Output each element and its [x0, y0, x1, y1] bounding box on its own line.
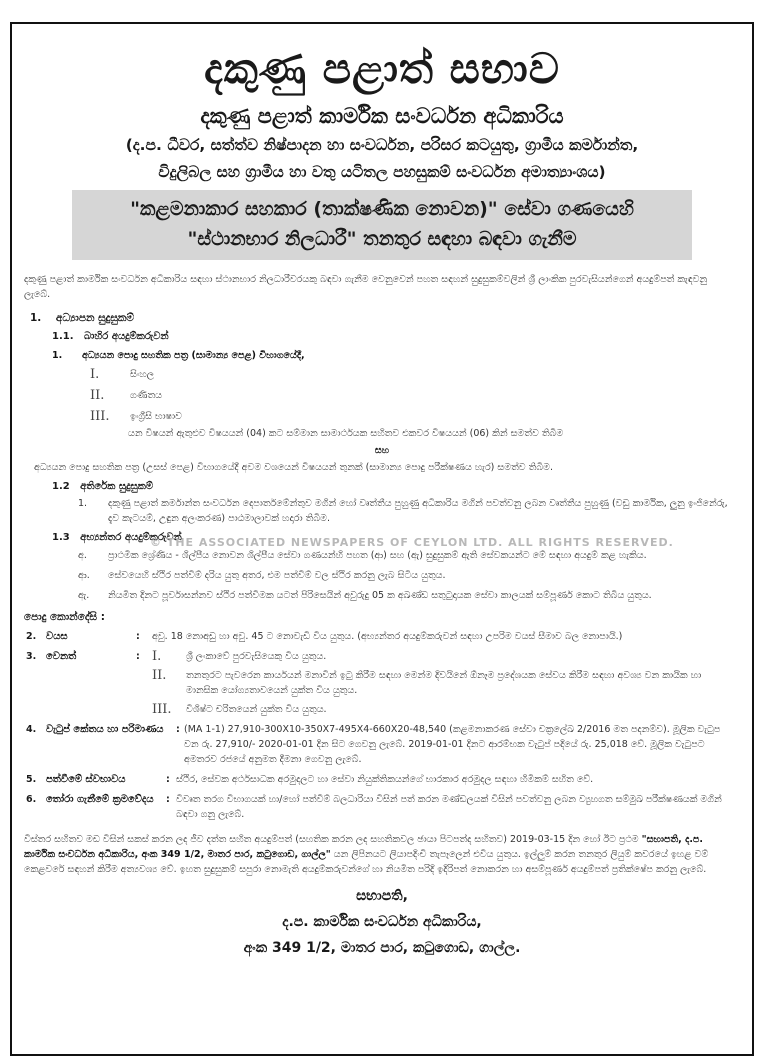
condition-key: වයස: [46, 631, 68, 642]
subject-numeral: II.: [90, 388, 105, 403]
subject-note: යන විෂයන් ඇතුළුව විෂයයන් (04) කට සම්මාන සාමාර්ථයක සහිතව එකවර විෂයයන් (06) කින් සමත්ව තිබීම: [128, 428, 564, 439]
ol-requirement-number: 1.: [52, 350, 63, 361]
ministry-line-1: (ද.ප. ධීවර, සත්ත්ව නිෂ්පාදන හා සංවර්ධන, පරිසර කටයුතු, ග්‍රාමීය කර්මාන්ත,: [125, 136, 639, 154]
signature-line-1: සභාපති,: [356, 888, 408, 904]
condition-value: විවෘත තරග විභාගයක් හා/හෝ පත්වීම් බලධාරියා විසින් පත් කරන මණ්ඩලයක් විසින් පවත්වනු ලබන ව්‍යුහගත සම්මුඛ පරීක්ෂණයක් මගින් බඳවා ගනු ලැබේ.: [176, 794, 722, 820]
condition-number: 5.: [26, 774, 37, 785]
subsection-1-1-number: 1.1.: [52, 331, 74, 342]
subject-list: [90, 367, 752, 424]
section-1-heading: [30, 312, 752, 325]
subsection-1-3-number: 1.3: [52, 532, 70, 543]
condition-salary: [26, 722, 752, 767]
item-mark: ඇ.: [78, 590, 90, 601]
condition-value: ස්ථිර, සේවක අර්ථසාධක අරමුදලට හා සේවා නියුක්තිකයන්ගේ භාරකාර අරමුදල සඳහා හිමිකම් සහිත වේ.: [176, 774, 594, 785]
condition-number: 2.: [26, 631, 37, 642]
list-item: [78, 568, 736, 583]
condition-value: අවු. 18 නොඅඩු හා අවු. 45 ට නොවැඩි විය යුතුය. (අභ්‍යන්තර අයදුම්කරුවන් සඳහා උපරිම වයස් සීමාව බල නොපායි.): [152, 631, 623, 642]
general-conditions-heading: පොදු කොන්දේසි :: [24, 611, 105, 623]
list-item: [78, 548, 736, 563]
subsection-1-3-title: අභ්‍යන්තර අයදුම්කරුවන්: [80, 532, 182, 543]
additional-qualification-text: දකුණු පළාත් කර්මාන්ත සංවර්ධන දෙපාර්තමේන්තුව මගින් හෝ වෘත්තීය පුහුණු අධිකාරිය මගින් පවත්වනු ලබන වෘත්තීය පුහුණු (වඩු කාර්මික, ලුනු ඉංජිනේරු, දැව කැටයම්, උඳුන අලංකරණ) පාඨමාලාවක් හදාරා තිබීම.: [108, 498, 728, 524]
list-item: [78, 588, 736, 603]
ministry-line-2: විදුලිබල සහ ග්‍රාමීය හා වතු යටිතල පහසුකම් සංවර්ධන අමාත්‍යාංශය): [158, 163, 606, 181]
condition-colon: :: [166, 794, 170, 805]
condition-other-list: [152, 649, 736, 717]
signature-block: [12, 883, 752, 961]
condition-selection: [26, 792, 752, 822]
list-item: [152, 668, 736, 698]
condition-colon: :: [136, 631, 140, 642]
internal-requirements: [78, 548, 736, 603]
condition-value: (MA 1-1) 27,910-300X10-350X7-495X4-660X20-48,540 (කළමනාකරණ සේවා චක්‍රලේඛ 2/2016 මත පදනම්ව). මූලික වැටුප වන රු. 27,910/- 2020-01-01 දින සිට ගෙවනු ලැබේ. 2019-01-01 දිනට ආරම්භක වැටුප් පදියේ රු. 25,018 වේ. මූලික වැටුපට අමතරව රජයේ අනුමත දීමනා ගෙවනු ලැබේ.: [184, 724, 721, 765]
and-label: සහ: [374, 445, 390, 456]
post-title-line-2: "ස්ථානභාර නිලධාරී" තනතුර සඳහා බඳවා ගැනීම: [187, 228, 577, 250]
subsection-1-2-title: අතිරේක සුදුසුකම්: [80, 481, 154, 492]
list-item: [90, 367, 752, 382]
condition-number: 3.: [26, 651, 37, 662]
other-numeral: III.: [152, 702, 172, 717]
subsection-1-2-number: 1.2: [52, 481, 70, 492]
section-1-number: 1.: [30, 312, 42, 324]
additional-qualification-number: 1.: [78, 498, 88, 509]
other-text: විශිෂ්ට චරිතයෙන් යුක්ත විය යුතුය.: [186, 704, 327, 715]
item-text: ප්‍රාථමික ශ්‍රේණිය - ශිල්පීය නොවන ශිල්පීය සේවා ගණයන්හි පහත (ආ) සහ (ඇ) සුදුසුකම් ඇති සේවකයන්ට මේ සඳහා අයදුම් කළ හැකිය.: [108, 550, 647, 561]
authority-title: දකුණු පළාත් කාර්මික සංවර්ධන අධිකාරිය: [200, 104, 564, 128]
condition-colon: :: [166, 774, 170, 785]
intro-paragraph: දකුණු පළාත් කාර්මික සංවර්ධන අධිකාරිය සඳහා ස්ථානභාර නිලධාරීවරයකු බඳවා ගැනීම වෙනුවෙන් පහත සඳහන් සුදුසුකම්වලින් ශ්‍රී ලාංකික පුරවැසියන්ගෙන් අයදුම්පත් කැඳවනු ලැබේ.: [24, 274, 708, 300]
subject-numeral: III.: [90, 409, 110, 424]
al-requirement: අධ්‍යයන පොදු සහතික පත්‍ර (උසස් පෙළ) විභාගයේදී අවම වශයෙන් විෂයයන් තුනක් (සාමාන්‍ය පොදු පරීක්ෂණය හැර) සමත්ව තිබීම.: [34, 462, 553, 473]
subject-label: සිංහල: [130, 369, 154, 380]
other-text: තනතුරට පැවරෙන කාර්යයන් මනාවින් ඉටු කිරීම සඳහා මෙන්ම දිවයිනේ ඕනෑම ප්‍රදේශයක සේවය කිරීම සඳහා අවශ්‍ය වන කායික හා මානසික යෝග්‍යතාවයෙන් යුක්ත විය යුතුය.: [186, 670, 702, 696]
copyright-watermark: © THE ASSOCIATED NEWSPAPERS OF CEYLON LTD. ALL RIGHTS RESERVED.: [150, 536, 674, 549]
notice-header: [12, 42, 752, 260]
condition-colon: :: [176, 724, 180, 735]
condition-key: වෙනත්: [46, 651, 77, 662]
ol-requirement: [52, 348, 752, 363]
other-text: ශ්‍රී ලංකාවේ පුරවැසියෙකු විය යුතුය.: [186, 651, 327, 662]
condition-appointment: [26, 772, 752, 787]
list-item: [152, 702, 736, 717]
item-mark: අ.: [78, 550, 87, 561]
condition-age: [26, 629, 752, 644]
other-numeral: I.: [152, 649, 162, 664]
condition-number: 6.: [26, 794, 37, 805]
item-mark: ආ.: [78, 570, 90, 581]
condition-key: වැටුප් කේතය හා පරිමාණය: [46, 724, 164, 735]
other-numeral: II.: [152, 668, 167, 683]
list-item: [90, 409, 752, 424]
application-instructions: [24, 832, 736, 877]
ol-requirement-text: අධ්‍යයන පොදු සහතික පත්‍ර (සාමාන්‍ය පෙළ) විභාගයේදී,: [82, 350, 305, 361]
post-title-line-1: "කළමනාකාර සහකාර (තාක්ෂණික නොවන)" සේවා ගණයෙහි: [130, 198, 634, 220]
item-text: නියමිත දිනට පූර්වාසන්නව ස්ථිර පත්වීමක යටත් පිරිසෙයින් අවුරුදු 05 ක අඛණ්ඩ සතුටුදායක සේවා කාලයක් සම්පූර්ණ කොට තිබිය යුතුය.: [108, 590, 652, 601]
subsection-1-1-title: බාහිර අයදුම්කරුවන්: [83, 331, 169, 342]
subject-label: ඉංග්‍රීසි භාෂාව: [130, 411, 182, 422]
post-title-band: [72, 190, 692, 260]
instructions-address: "සභාපති, ද.ප. කාර්මික සංවර්ධන අධිකාරිය, අංක 349 1/2, මාතර පාර, කටුගොඩ, ගාල්ල": [24, 834, 703, 860]
section-1-title: අධ්‍යාපන සුදුසුකම්: [55, 312, 134, 324]
signature-line-3: අංක 349 1/2, මාතර පාර, කටුගොඩ, ගාල්ල.: [243, 940, 521, 956]
condition-number: 4.: [26, 724, 37, 735]
condition-colon: :: [136, 651, 140, 662]
subsection-1-2-heading: [52, 481, 752, 492]
list-item: [152, 649, 736, 664]
signature-line-2: ද.ප. කාර්මික සංවර්ධන අධිකාරිය,: [282, 914, 482, 930]
list-item: [90, 388, 752, 403]
condition-key: තෝරා ගැනීමේ ක්‍රමවේදය: [46, 794, 154, 805]
condition-key: පත්වීමේ ස්වභාවය: [46, 774, 126, 785]
subsection-1-1-heading: [52, 331, 752, 342]
page-top-margin: [0, 0, 766, 22]
instructions-text-1: විස්තර සහිතව මඩ විසින් සකස් කරන ලද ජීව දත්ත සහිත අයදුම්පත් (සහතික කරන ලද සහතිකවල ඡායා පිටපත්ද සහිතව) 2019-03-15 දින හෝ ඊට ප්‍රථම: [24, 834, 642, 845]
condition-other: [26, 649, 752, 717]
additional-qualification: [78, 496, 736, 526]
subject-label: ගණිතය: [130, 390, 163, 401]
subject-numeral: I.: [90, 367, 100, 382]
instructions-text-2: යන ලිපිනයට ලියාපදිංචි තැපෑලෙන් එවිය යුතුය. ඉල්ලුම් කරන තනතුර ලියුම් කවරයේ ඉහළ වම් කෙළවරේ සඳහන් කිරීම අත්‍යවශ්‍ය වේ. ඉහත සුදුසුකම් සපුරා නොමැති අයදුම්කරුවන්ගේ හා නියමිත පරිදි ඉදිරිපත් නොකරන හා අසම්පූර්ණ අයදුම්පත් ප්‍රතික්ෂේප කරනු ලැබේ.: [24, 849, 709, 875]
council-title: දකුණු පළාත් සභාව: [204, 44, 560, 93]
item-text: සේවයෙහි ස්ථිර පත්වීම් දරිය යුතු අතර, එම පත්වීම් වල ස්ථිර කරනු ලැබ සිටිය යුතුය.: [108, 570, 446, 581]
